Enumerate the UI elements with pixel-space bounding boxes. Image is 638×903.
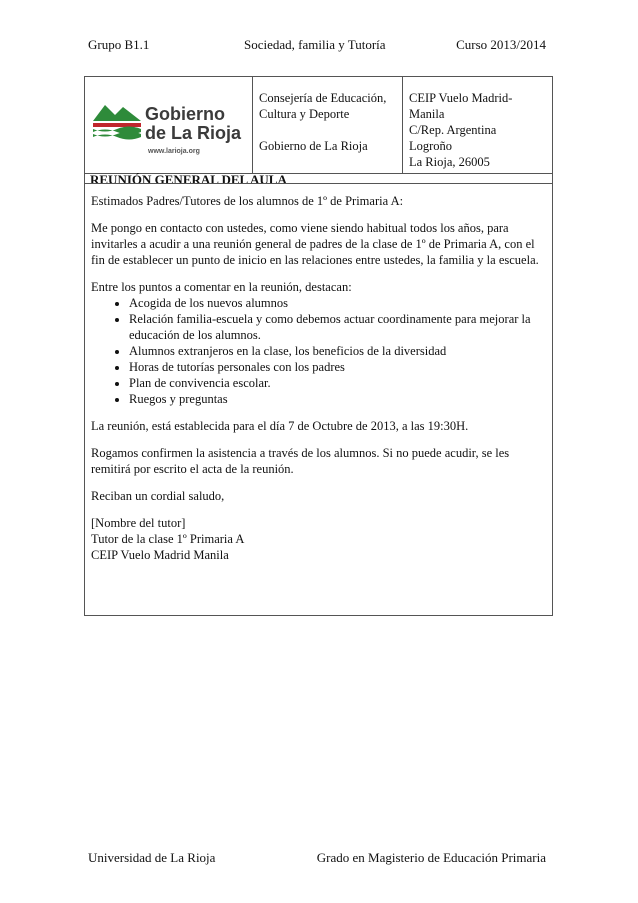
logo-wordmark: Gobierno de La Rioja bbox=[145, 104, 242, 143]
logo-cell bbox=[85, 77, 253, 173]
list-item: • Alumnos extranjeros en la clase, los beneficios de la diversidad bbox=[129, 343, 549, 359]
header-course: Curso 2013/2014 bbox=[456, 37, 546, 52]
points-intro: Entre los puntos a comentar en la reunión, destacan: bbox=[91, 280, 352, 294]
logo-url: www.larioja.org bbox=[148, 148, 200, 155]
letter-title: REUNIÓN GENERAL DEL AULA bbox=[90, 172, 287, 187]
institution-cell: Consejería de Educación, Cultura y Deporte Gobierno de La Rioja bbox=[253, 77, 403, 173]
header-group: Grupo B1.1 bbox=[88, 37, 150, 52]
title-divider-bottom bbox=[85, 183, 552, 184]
header-subject: Sociedad, familia y Tutoría bbox=[244, 37, 386, 52]
school-address-cell: CEIP Vuelo Madrid- Manila C/Rep. Argentina Logroño La Rioja, 26005 bbox=[409, 91, 513, 169]
greeting: Estimados Padres/Tutores de los alumnos de 1º de Primaria A: bbox=[91, 194, 404, 208]
list-item: • Horas de tutorías personales con los padres bbox=[129, 359, 549, 375]
list-item: • Plan de convivencia escolar. bbox=[129, 375, 549, 391]
signature-role: Tutor de la clase 1º Primaria A bbox=[91, 532, 245, 546]
confirm-paragraph: Rogamos confirmen la asistencia a través de los alumnos. Si no puede acudir, se les remitirá por escrito el acta de la reunión. bbox=[91, 446, 510, 476]
signature-school: CEIP Vuelo Madrid Manila bbox=[91, 548, 229, 562]
letter-body bbox=[91, 193, 549, 563]
list-item: • Relación familia-escuela y como debemos actuar coordinamente para mejorar la educación de los alumnos. bbox=[129, 311, 549, 343]
footer-university: Universidad de La Rioja bbox=[88, 850, 216, 865]
signature-name: [Nombre del tutor] bbox=[91, 516, 186, 530]
la-rioja-logo-icon bbox=[91, 101, 143, 143]
meeting-date: La reunión, está establecida para el día 7 de Octubre de 2013, a las 19:30H. bbox=[91, 419, 469, 433]
points-list bbox=[91, 295, 549, 407]
letter-frame bbox=[84, 76, 553, 616]
signature bbox=[91, 515, 549, 563]
list-item: • Ruegos y preguntas bbox=[129, 391, 549, 407]
closing: Reciban un cordial saludo, bbox=[91, 489, 225, 503]
list-item: • Acogida de los nuevos alumnos bbox=[129, 295, 549, 311]
intro-paragraph: Me pongo en contacto con ustedes, como viene siendo habitual todos los años, para invitarles a acudir a una reunión general de padres de la clase de 1º de Primaria A, con el fin de establecer un punto de inicio en las relaciones entre ustedes, la familia y la escuela. bbox=[91, 221, 539, 267]
footer-degree: Grado en Magisterio de Educación Primaria bbox=[316, 850, 546, 865]
